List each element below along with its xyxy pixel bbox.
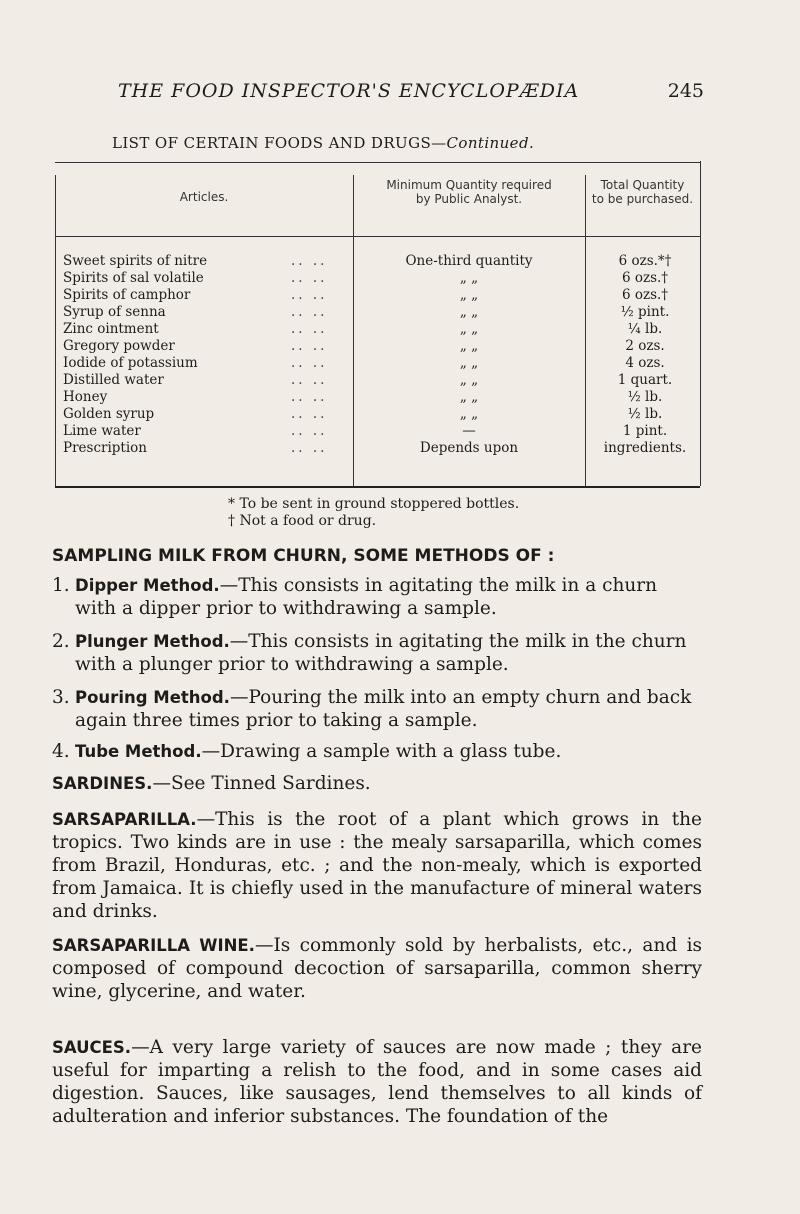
article-cell: Lime water bbox=[63, 423, 141, 439]
method-title: Dipper Method. bbox=[75, 576, 220, 595]
item-number: 4. bbox=[52, 741, 70, 762]
item-number: 1. bbox=[52, 575, 70, 596]
column-header-minimum-line2: by Public Analyst. bbox=[415, 192, 523, 206]
article-cell: Gregory powder bbox=[63, 338, 175, 354]
table-row bbox=[55, 304, 700, 321]
table-row bbox=[55, 270, 700, 287]
item-number: 2. bbox=[52, 631, 70, 652]
entry-head: SARSAPARILLA WINE. bbox=[52, 936, 255, 955]
article-cell: Honey bbox=[63, 389, 108, 405]
article-cell: Distilled water bbox=[63, 372, 164, 388]
table-row bbox=[55, 406, 700, 423]
table-row bbox=[55, 338, 700, 355]
entry-sardines bbox=[52, 772, 702, 795]
article-cell: Golden syrup bbox=[63, 406, 155, 422]
leader-dots: .. .. bbox=[291, 440, 328, 456]
minimum-cell: „ „ bbox=[459, 287, 479, 303]
total-cell: 1 quart. bbox=[617, 372, 673, 388]
table-row bbox=[55, 389, 700, 406]
item-number: 3. bbox=[52, 687, 70, 708]
total-cell: ½ pint. bbox=[620, 304, 670, 320]
footnote-asterisk: * To be sent in ground stoppered bottles. bbox=[228, 496, 520, 512]
method-text: —This consists in agitating the milk in a churn with a dipper prior to withdrawing a sample. bbox=[75, 575, 658, 619]
list-title-continued: Continued. bbox=[446, 134, 535, 152]
entry-sarsaparilla-wine bbox=[52, 934, 702, 1003]
column-header-articles: Articles. bbox=[179, 190, 229, 204]
table-row bbox=[55, 253, 700, 270]
total-cell: ½ lb. bbox=[627, 406, 663, 422]
total-cell: 2 ozs. bbox=[625, 338, 665, 354]
minimum-cell: „ „ bbox=[459, 372, 479, 388]
table-row bbox=[55, 372, 700, 389]
total-cell: 6 ozs.*† bbox=[618, 253, 672, 269]
column-header-total bbox=[585, 178, 700, 206]
entry-head: SAUCES. bbox=[52, 1038, 132, 1057]
method-text: —This consists in agitating the milk in the churn with a plunger prior to withdrawing a sample. bbox=[75, 631, 687, 675]
running-title: THE FOOD INSPECTOR'S ENCYCLOPÆDIA bbox=[118, 80, 580, 102]
column-header-minimum-line1: Minimum Quantity required bbox=[386, 178, 552, 192]
table-row bbox=[55, 423, 700, 440]
column-header-total-line2: to be purchased. bbox=[591, 192, 694, 206]
total-cell: ingredients. bbox=[603, 440, 687, 456]
total-cell: 1 pint. bbox=[622, 423, 668, 439]
footnote-dagger: † Not a food or drug. bbox=[228, 513, 377, 529]
entry-head: SARSAPARILLA. bbox=[52, 810, 197, 829]
total-cell: ½ lb. bbox=[627, 389, 663, 405]
column-header-minimum bbox=[353, 178, 585, 206]
entry-text: —A very large variety of sauces are now made ; they are useful for imparting a relish to the food, and in some cases aid digestion. Sauces, like sausages, lend themselves to all kinds of adulteration and inferior substances. The foundation of the bbox=[52, 1037, 702, 1127]
entry-head: SARDINES. bbox=[52, 774, 153, 793]
minimum-cell: „ „ bbox=[459, 389, 479, 405]
leader-dots: .. .. bbox=[291, 389, 328, 405]
leader-dots: .. .. bbox=[291, 321, 328, 337]
table-row bbox=[55, 321, 700, 338]
total-cell: 4 ozs. bbox=[625, 355, 665, 371]
leader-dots: .. .. bbox=[291, 423, 328, 439]
total-cell: ¼ lb. bbox=[627, 321, 663, 337]
leader-dots: .. .. bbox=[291, 338, 328, 354]
leader-dots: .. .. bbox=[291, 253, 328, 269]
list-title-main: LIST OF CERTAIN FOODS AND DRUGS— bbox=[112, 134, 447, 152]
table-row bbox=[55, 287, 700, 304]
method-text: —Drawing a sample with a glass tube. bbox=[201, 741, 562, 762]
foods-drugs-table bbox=[55, 162, 700, 488]
article-cell: Syrup of senna bbox=[63, 304, 166, 320]
article-cell: Spirits of sal volatile bbox=[63, 270, 204, 286]
leader-dots: .. .. bbox=[291, 304, 328, 320]
minimum-cell: Depends upon bbox=[419, 440, 519, 456]
table-border-right bbox=[700, 161, 701, 486]
table-row bbox=[55, 440, 700, 457]
minimum-cell: „ „ bbox=[459, 406, 479, 422]
page-header bbox=[0, 80, 800, 110]
leader-dots: .. .. bbox=[291, 406, 328, 422]
leader-dots: .. .. bbox=[291, 287, 328, 303]
minimum-cell: „ „ bbox=[459, 321, 479, 337]
entry-text: —See Tinned Sardines. bbox=[152, 773, 371, 794]
entry-text: —This is the root of a plant which grows in the tropics. Two kinds are in use : the mealy sarsaparilla, which comes from Brazil, Honduras, etc. ; and the non-mealy, which is exported from Jamaica. It is chiefly used in the manufacture of mineral waters and drinks. bbox=[52, 809, 702, 922]
article-cell: Sweet spirits of nitre bbox=[63, 253, 208, 269]
method-text: —Pouring the milk into an empty churn and back again three times prior to taking a sample. bbox=[75, 687, 692, 731]
minimum-cell: „ „ bbox=[459, 304, 479, 320]
leader-dots: .. .. bbox=[291, 270, 328, 286]
leader-dots: .. .. bbox=[291, 372, 328, 388]
entry-text: —Is commonly sold by herbalists, etc., and is composed of compound decoction of sarsaparilla, common sherry wine, glycerine, and water. bbox=[52, 935, 702, 1002]
total-cell: 6 ozs.† bbox=[621, 270, 669, 286]
sampling-heading: SAMPLING MILK FROM CHURN, SOME METHODS OF : bbox=[52, 546, 555, 566]
column-header-total-line1: Total Quantity bbox=[600, 178, 685, 192]
article-cell: Prescription bbox=[63, 440, 147, 456]
entry-sarsaparilla bbox=[52, 808, 702, 923]
page-number: 245 bbox=[667, 80, 704, 102]
method-title: Pouring Method. bbox=[75, 688, 230, 707]
minimum-cell: „ „ bbox=[459, 355, 479, 371]
minimum-cell: „ „ bbox=[459, 338, 479, 354]
table-row bbox=[55, 355, 700, 372]
article-cell: Spirits of camphor bbox=[63, 287, 191, 303]
minimum-cell: One-third quantity bbox=[405, 253, 533, 269]
total-cell: 6 ozs.† bbox=[621, 287, 669, 303]
method-title: Tube Method. bbox=[75, 742, 202, 761]
article-cell: Iodide of potassium bbox=[63, 355, 198, 371]
entry-sauces bbox=[52, 1036, 702, 1128]
table-header-rule bbox=[55, 236, 700, 237]
minimum-cell: „ „ bbox=[459, 270, 479, 286]
minimum-cell: — bbox=[462, 423, 476, 439]
list-title bbox=[112, 134, 712, 152]
method-title: Plunger Method. bbox=[75, 632, 230, 651]
leader-dots: .. .. bbox=[291, 355, 328, 371]
article-cell: Zinc ointment bbox=[63, 321, 159, 337]
